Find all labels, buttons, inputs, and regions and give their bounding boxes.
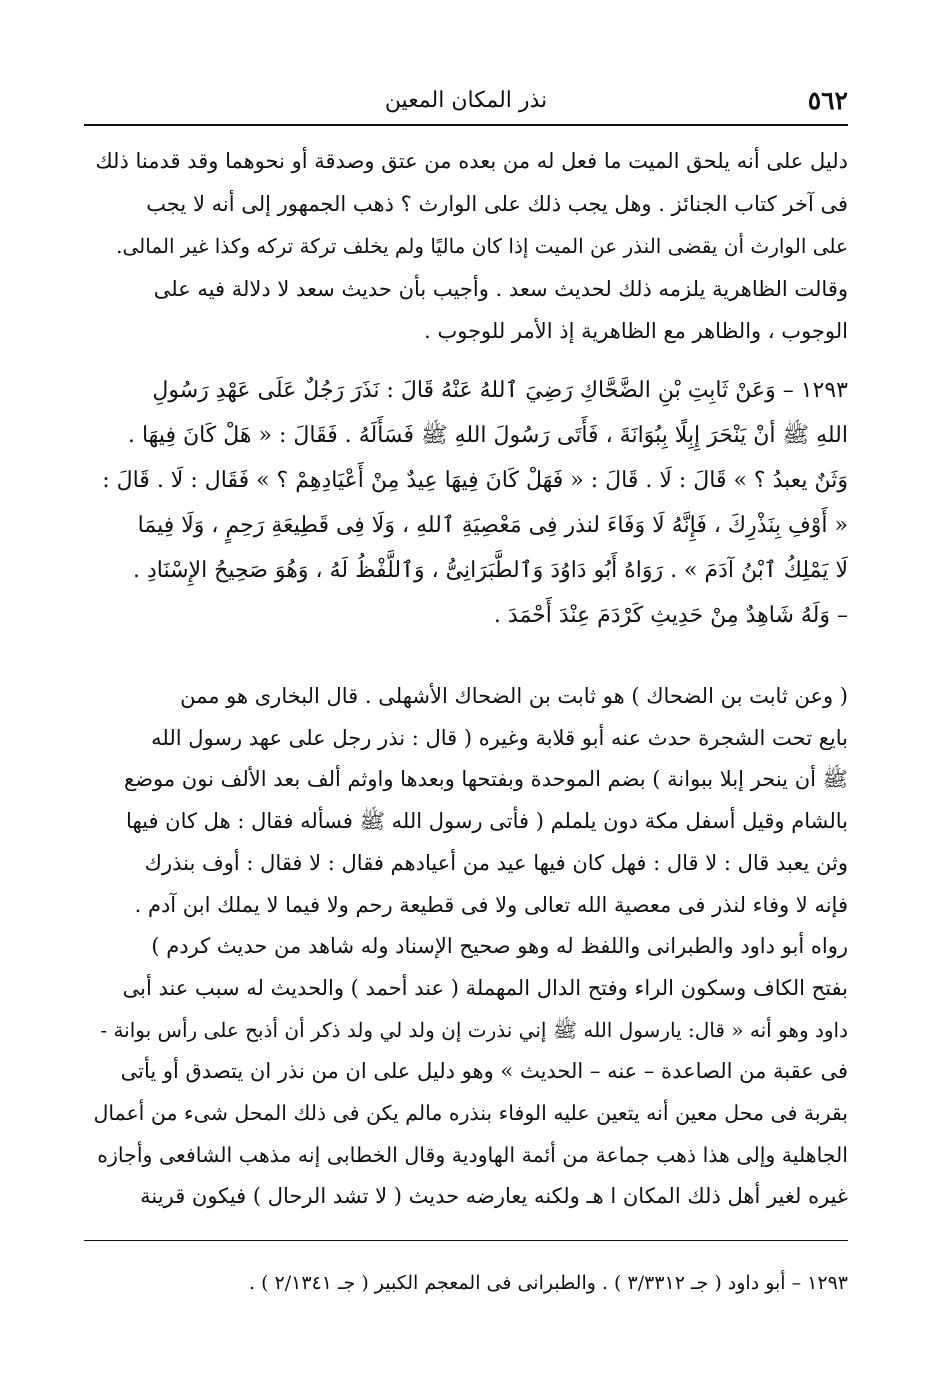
hadith-line: « أَوْفِ بِنَذْرِكَ ، فَإِنَّهُ لَا وَفَاءَ لنذر فِى مَعْصِيَةِ ٱللهِ ، وَلَا فِى قَطِيعَةِ رَحِمٍ ، وَلَا فِيمَا <box>137 513 848 538</box>
header-rule <box>84 124 848 126</box>
intro-paragraph <box>84 140 848 353</box>
intro-line: فى آخر كتاب الجنائز . وهل يجب ذلك على الوارث ؟ ذهب الجمهور إلى أنه لا يجب <box>146 191 848 216</box>
hadith-line: لَا يَمْلِكُ ٱبْنُ آدَمَ » . رَوَاهُ أَبُو دَاوُدَ وَٱلطَّبَرَانِىُّ ، وَٱللَّفْظُ لَهُ ، وَهُوَ صَحِيحُ الإِسْنَادِ . <box>132 558 848 583</box>
hadith-line: وَثَنٌ يعبدُ ؟ » قَالَ : لَا . قَالَ : « فَهَلْ كَانَ فِيهَا عِيدٌ مِنْ أَعْيَادِهِمْ ؟ » فَقَال : لَا . قَالَ : <box>102 468 848 493</box>
commentary-line: وثن يعبد قال : لا قال : فهل كان فيها عيد من أعيادهم فقال : لا فقال : أوف بنذرك <box>144 850 848 875</box>
page-header <box>84 82 848 122</box>
hadith-line: اللهِ ﷺ أنْ يَنْحَرَ إِبِلًا بِبُوَانَةَ ، فَأَتَى رَسُولَ اللهِ ﷺ فَسَأَلَهُ . فَقَالَ : « هَلْ كَانَ فِيهَا . <box>127 423 848 448</box>
commentary-line: فى عقبة من الصاعدة – عنه – الحديث » وهو دليل على ان من نذر ان يتصدق أو يأتى <box>120 1059 848 1084</box>
commentary-line: رواه أبو داود والطبرانى واللفظ له وهو صحيح الإسناد وله شاهد من حديث كردم ) <box>151 934 848 959</box>
commentary-line: فإنه لا وفاء لنذر فى معصية الله تعالى ولا فى قطيعة رحم ولا فيما لا يملك ابن آدم . <box>134 892 848 917</box>
commentary-line: ( وعن ثابت بن الضحاك ) هو ثابت بن الضحاك الأشهلى . قال البخارى هو ممن <box>180 684 848 708</box>
commentary-line: بفتح الكاف وسكون الراء وفتح الدال المهملة ( عند أحمد ) والحديث له سبب عند أبى <box>122 975 848 1000</box>
hadith-line: – وَلَهُ شَاهِدٌ مِنْ حَدِيثِ كَرْدَمَ عِنْدَ أَحْمَدَ . <box>493 603 848 628</box>
running-title: نذر المكان المعين <box>384 88 548 113</box>
commentary-paragraph <box>84 676 848 1218</box>
commentary-line: بقربة فى محل معين أنه يتعين عليه الوفاء بنذره مالم يكن فى ذلك المحل شىء من أعمال <box>93 1101 848 1126</box>
footnote: ١٢٩٣ – أبو داود ( جـ ٣/٣٣١٢ ) . والطبرانى فى المعجم الكبير ( جـ ٢/١٣٤١ ) . <box>248 1272 848 1294</box>
commentary-line: داود وهو أنه « قال: يارسول الله ﷺ إني نذرت إن ولد لي ولد ذكر أن أذبح على رأس بوانة - <box>100 1017 848 1042</box>
commentary-line: الجاهلية وإلى هذا ذهب جماعة من أئمة الهاودية وقال الخطابى إنه مذهب الشافعى وأجازه <box>97 1142 848 1167</box>
intro-line: الوجوب ، والظاهر مع الظاهرية إذ الأمر للوجوب . <box>424 319 848 343</box>
commentary-line: ﷺ أن ينحر إبلا ببوانة ) بضم الموحدة وبفتحها وبعدها واوثم ألف بعد الألف نون موضع <box>124 767 848 792</box>
intro-line: على الوارث أن يقضى النذر عن الميت إذا كان ماليًا ولم يخلف تركة تركه وكذا غير المالى. <box>116 234 848 258</box>
hadith-line: ١٢٩٣ – وَعَنْ ثَابِتِ بْنِ الضَّحَّاكِ رَضِيَ ٱللهُ عَنْهُ قَالَ : نَذَرَ رَجُلٌ عَلَى عَهْدِ رَسُولِ <box>152 378 848 403</box>
commentary-line: بايع تحت الشجرة حدث عنه أبو قلابة وغيره ( قال : نذر رجل على عهد رسول الله <box>151 725 848 750</box>
intro-line: دليل على أنه يلحق الميت ما فعل له من بعده من عتق وصدقة أو نحوهما وقد قدمنا ذلك <box>95 149 848 173</box>
commentary-line: غيره لغير أهل ذلك المكان ا هـ ولكنه يعارضه حديث ( لا تشد الرحال ) فيكون قرينة <box>140 1184 848 1209</box>
footnote-rule <box>84 1240 848 1241</box>
hadith-text <box>84 368 848 638</box>
intro-line: وقالت الظاهرية يلزمه ذلك لحديث سعد . وأجيب بأن حديث سعد لا دلالة فيه على <box>153 276 848 301</box>
page-number: ٥٦٢ <box>807 86 848 115</box>
commentary-line: بالشام وقيل أسفل مكة دون يلملم ( فأتى رسول الله ﷺ فسأله فقال : هل كان فيها <box>126 809 848 834</box>
